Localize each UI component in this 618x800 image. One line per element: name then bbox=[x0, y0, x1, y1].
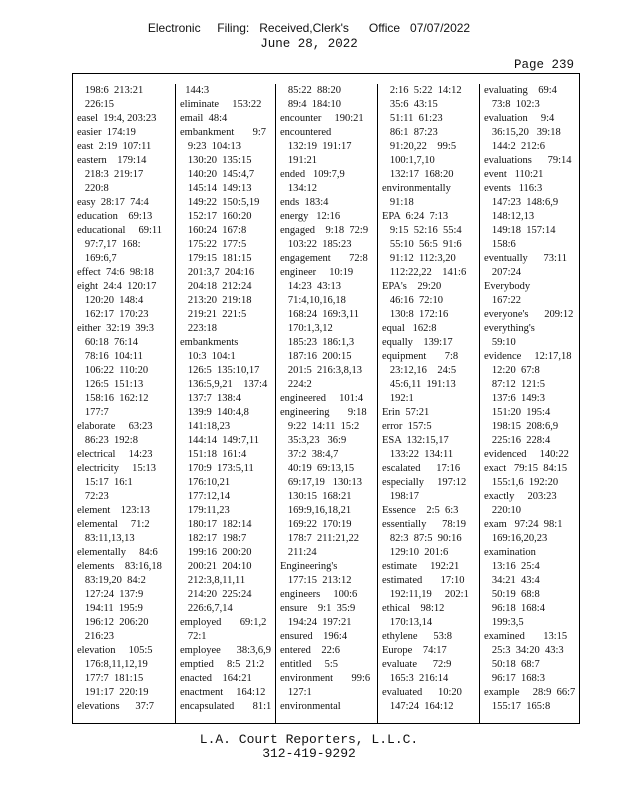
index-entry: 192:11,19 202:1 bbox=[382, 589, 469, 600]
index-entry: 97:7,17 168: bbox=[77, 239, 141, 250]
index-entry: 129:10 201:6 bbox=[382, 547, 449, 558]
index-entry: 132:19 191:17 bbox=[280, 141, 352, 152]
index-entry: 106:22 110:20 bbox=[77, 365, 149, 376]
index-entry: 199:3,5 bbox=[484, 617, 524, 628]
index-entry: 69:17,19 130:13 bbox=[280, 477, 362, 488]
index-entry: 126:5 135:10,17 bbox=[180, 365, 260, 376]
index-entry: environmental bbox=[280, 701, 341, 712]
index-entry: 177:7 181:15 bbox=[77, 673, 144, 684]
reporter-name: L.A. Court Reporters, L.L.C. bbox=[199, 732, 419, 747]
index-entry: 170:9 173:5,11 bbox=[180, 463, 254, 474]
index-entry: 25:3 34:20 43:3 bbox=[484, 645, 564, 656]
index-entry: 147:23 148:6,9 bbox=[484, 197, 559, 208]
index-entry: 149:22 150:5,19 bbox=[180, 197, 260, 208]
index-entry: 226:15 bbox=[77, 99, 115, 110]
index-entry: evaluation 9:4 bbox=[484, 113, 555, 124]
index-column-1 bbox=[73, 84, 175, 723]
index-entry: 214:20 225:24 bbox=[180, 589, 252, 600]
index-entry: 72:23 bbox=[77, 491, 109, 502]
index-entry: element 123:13 bbox=[77, 505, 150, 516]
index-entry: enacted 164:21 bbox=[180, 673, 252, 684]
index-entry: everyone's 209:12 bbox=[484, 309, 574, 320]
index-entry: 9:23 104:13 bbox=[180, 141, 241, 152]
index-entry: 155:17 165:8 bbox=[484, 701, 551, 712]
index-entry: engineering 9:18 bbox=[280, 407, 367, 418]
index-entry: either 32:19 39:3 bbox=[77, 323, 154, 334]
index-entry: 72:1 bbox=[180, 631, 207, 642]
index-entry: elementally 84:6 bbox=[77, 547, 158, 558]
index-entry: encounter 190:21 bbox=[280, 113, 364, 124]
index-entry: 40:19 69:13,15 bbox=[280, 463, 355, 474]
index-entry: 145:14 149:13 bbox=[180, 183, 252, 194]
index-entry: ensured 196:4 bbox=[280, 631, 348, 642]
index-entry: 169:16,20,23 bbox=[484, 533, 548, 544]
index-entry: 224:2 bbox=[280, 379, 312, 390]
index-entry: 176:8,11,12,19 bbox=[77, 659, 148, 670]
index-entry: 100:1,7,10 bbox=[382, 155, 435, 166]
index-entry: embankments bbox=[180, 337, 239, 348]
index-entry: electricity 15:13 bbox=[77, 463, 157, 474]
index-entry: engineer 10:19 bbox=[280, 267, 354, 278]
index-entry: 177:15 213:12 bbox=[280, 575, 352, 586]
index-entry: 220:8 bbox=[77, 183, 109, 194]
index-entry: 36:15,20 39:18 bbox=[484, 127, 561, 138]
index-entry: 175:22 177:5 bbox=[180, 239, 247, 250]
index-entry: 120:20 148:4 bbox=[77, 295, 144, 306]
index-entry: 182:17 198:7 bbox=[180, 533, 247, 544]
index-entry: enactment 164:12 bbox=[180, 687, 266, 698]
index-entry: equally 139:17 bbox=[382, 337, 453, 348]
index-entry: 176:10,21 bbox=[180, 477, 231, 488]
index-entry: 50:18 68:7 bbox=[484, 659, 540, 670]
index-entry: 211:24 bbox=[280, 547, 317, 558]
index-entry: eliminate 153:22 bbox=[180, 99, 262, 110]
reporter-phone: 312-419-9292 bbox=[262, 746, 356, 761]
index-entry: 198:6 213:21 bbox=[77, 85, 144, 96]
index-entry: 180:17 182:14 bbox=[180, 519, 252, 530]
index-column-3 bbox=[275, 84, 377, 723]
index-entry: 177:12,14 bbox=[180, 491, 231, 502]
index-entry: 226:6,7,14 bbox=[180, 603, 233, 614]
index-entry: environment 99:6 bbox=[280, 673, 371, 684]
index-entry: engaged 9:18 72:9 bbox=[280, 225, 369, 236]
index-entry: 177:7 bbox=[77, 407, 109, 418]
index-entry: 151:20 195:4 bbox=[484, 407, 551, 418]
index-entry: equal 162:8 bbox=[382, 323, 437, 334]
index-entry: 127:24 137:9 bbox=[77, 589, 144, 600]
index-entry: 96:17 168:3 bbox=[484, 673, 545, 684]
index-entry: entered 22:6 bbox=[280, 645, 341, 656]
index-entry: eastern 179:14 bbox=[77, 155, 147, 166]
index-entry: 155:1,6 192:20 bbox=[484, 477, 559, 488]
index-entry: 196:12 206:20 bbox=[77, 617, 149, 628]
index-entry: 12:20 67:8 bbox=[484, 365, 540, 376]
index-entry: 83:19,20 84:2 bbox=[77, 575, 146, 586]
index-entry: ensure 9:1 35:9 bbox=[280, 603, 356, 614]
index-entry: ethylene 53:8 bbox=[382, 631, 452, 642]
index-entry: 144:2 212:6 bbox=[484, 141, 545, 152]
index-entry: 192:1 bbox=[382, 393, 414, 404]
index-entry: 130:20 135:15 bbox=[180, 155, 252, 166]
index-entry: 130:15 168:21 bbox=[280, 491, 352, 502]
index-entry: 9:22 14:11 15:2 bbox=[280, 421, 360, 432]
index-entry: eventually 73:11 bbox=[484, 253, 568, 264]
index-entry: escalated 17:16 bbox=[382, 463, 461, 474]
index-entry: 165:3 216:14 bbox=[382, 673, 449, 684]
index-entry: 133:22 134:11 bbox=[382, 449, 454, 460]
index-entry: 201:5 216:3,8,13 bbox=[280, 365, 362, 376]
index-entry: 219:21 221:5 bbox=[180, 309, 247, 320]
word-index-table bbox=[72, 73, 580, 724]
index-entry: 168:24 169:3,11 bbox=[280, 309, 359, 320]
index-entry: elemental 71:2 bbox=[77, 519, 150, 530]
index-entry: 140:20 145:4,7 bbox=[180, 169, 255, 180]
index-entry: 83:11,13,13 bbox=[77, 533, 135, 544]
index-entry: engineers 100:6 bbox=[280, 589, 358, 600]
index-entry: 55:10 56:5 91:6 bbox=[382, 239, 462, 250]
index-entry: 169:6,7 bbox=[77, 253, 117, 264]
index-entry: emptied 8:5 21:2 bbox=[180, 659, 265, 670]
index-entry: engagement 72:8 bbox=[280, 253, 368, 264]
index-entry: 169:22 170:19 bbox=[280, 519, 352, 530]
index-entry: electrical 14:23 bbox=[77, 449, 153, 460]
index-entry: Erin 57:21 bbox=[382, 407, 430, 418]
index-entry: 144:3 bbox=[180, 85, 210, 96]
index-entry: 112:22,22 141:6 bbox=[382, 267, 467, 278]
index-entry: 223:18 bbox=[180, 323, 218, 334]
index-entry: 15:17 16:1 bbox=[77, 477, 133, 488]
index-entry: evaluating 69:4 bbox=[484, 85, 557, 96]
index-entry: Everybody bbox=[484, 281, 531, 292]
index-entry: 127:1 bbox=[280, 687, 312, 698]
index-entry: 212:3,8,11,11 bbox=[180, 575, 246, 586]
index-entry: easier 174:19 bbox=[77, 127, 136, 138]
index-entry: EPA 6:24 7:13 bbox=[382, 211, 449, 222]
index-entry: 170:1,3,12 bbox=[280, 323, 333, 334]
index-entry: 73:8 102:3 bbox=[484, 99, 540, 110]
index-entry: ESA 132:15,17 bbox=[382, 435, 449, 446]
index-column-4 bbox=[377, 84, 479, 723]
index-entry: 149:18 157:14 bbox=[484, 225, 556, 236]
index-entry: 198:15 208:6,9 bbox=[484, 421, 559, 432]
index-entry: 132:17 168:20 bbox=[382, 169, 454, 180]
index-entry: 91:20,22 99:5 bbox=[382, 141, 457, 152]
index-entry: 225:16 228:4 bbox=[484, 435, 551, 446]
index-entry: example 28:9 66:7 bbox=[484, 687, 576, 698]
index-entry: 87:12 121:5 bbox=[484, 379, 545, 390]
index-entry: educational 69:11 bbox=[77, 225, 163, 236]
index-entry: elevations 37:7 bbox=[77, 701, 154, 712]
index-entry: 91:18 bbox=[382, 197, 414, 208]
index-entry: 207:24 bbox=[484, 267, 522, 278]
index-entry: embankment 9:7 bbox=[180, 127, 267, 138]
index-entry: everything's bbox=[484, 323, 535, 334]
index-entry: effect 74:6 98:18 bbox=[77, 267, 154, 278]
index-entry: estimated 17:10 bbox=[382, 575, 465, 586]
index-entry: Engineering's bbox=[280, 561, 338, 572]
index-entry: 13:16 25:4 bbox=[484, 561, 540, 572]
index-entry: 191:21 bbox=[280, 155, 318, 166]
index-entry: examined 13:15 bbox=[484, 631, 568, 642]
index-entry: 78:16 104:11 bbox=[77, 351, 143, 362]
index-entry: eight 24:4 120:17 bbox=[77, 281, 157, 292]
index-entry: energy 12:16 bbox=[280, 211, 341, 222]
index-entry: estimate 192:21 bbox=[382, 561, 460, 572]
index-entry: 130:8 172:16 bbox=[382, 309, 449, 320]
index-entry: easy 28:17 74:4 bbox=[77, 197, 149, 208]
index-entry: ended 109:7,9 bbox=[280, 169, 345, 180]
index-entry: evidence 12:17,18 bbox=[484, 351, 572, 362]
index-entry: 35:3,23 36:9 bbox=[280, 435, 347, 446]
index-entry: 91:12 112:3,20 bbox=[382, 253, 456, 264]
index-entry: east 2:19 107:11 bbox=[77, 141, 152, 152]
index-entry: exactly 203:23 bbox=[484, 491, 557, 502]
index-entry: 86:23 192:8 bbox=[77, 435, 138, 446]
index-entry: evidenced 140:22 bbox=[484, 449, 569, 460]
index-entry: 160:24 167:8 bbox=[180, 225, 247, 236]
index-entry: 204:18 212:24 bbox=[180, 281, 252, 292]
index-entry: events 116:3 bbox=[484, 183, 543, 194]
index-entry: engineered 101:4 bbox=[280, 393, 364, 404]
index-entry: EPA's 29:20 bbox=[382, 281, 442, 292]
index-entry: 85:22 88:20 bbox=[280, 85, 341, 96]
index-entry: 137:7 138:4 bbox=[180, 393, 241, 404]
index-entry: error 157:5 bbox=[382, 421, 432, 432]
index-entry: 199:16 200:20 bbox=[180, 547, 252, 558]
index-entry: 198:17 bbox=[382, 491, 420, 502]
index-entry: 126:5 151:13 bbox=[77, 379, 144, 390]
index-entry: environmentally bbox=[382, 183, 451, 194]
index-entry: ends 183:4 bbox=[280, 197, 329, 208]
index-entry: examination bbox=[484, 547, 536, 558]
index-entry: 14:23 43:13 bbox=[280, 281, 341, 292]
index-entry: Europe 74:17 bbox=[382, 645, 447, 656]
index-entry: 45:6,11 191:13 bbox=[382, 379, 456, 390]
index-entry: 170:13,14 bbox=[382, 617, 433, 628]
filing-stamp: Electronic Filing: Received,Clerk's Office 07/07/2022 bbox=[147, 21, 471, 35]
index-entry: 152:17 160:20 bbox=[180, 211, 252, 222]
index-entry: employee 38:3,6,9 bbox=[180, 645, 271, 656]
index-entry: 59:10 bbox=[484, 337, 516, 348]
index-entry: exam 97:24 98:1 bbox=[484, 519, 563, 530]
index-entry: 194:11 195:9 bbox=[77, 603, 143, 614]
index-entry: 46:16 72:10 bbox=[382, 295, 443, 306]
index-column-2 bbox=[175, 84, 275, 723]
index-entry: 141:18,23 bbox=[180, 421, 231, 432]
index-entry: 213:20 219:18 bbox=[180, 295, 252, 306]
index-entry: 194:24 197:21 bbox=[280, 617, 352, 628]
index-entry: 50:19 68:8 bbox=[484, 589, 540, 600]
index-entry: encapsulated 81:1 bbox=[180, 701, 272, 712]
index-entry: elements 83:16,18 bbox=[77, 561, 162, 572]
index-entry: 34:21 43:4 bbox=[484, 575, 540, 586]
index-entry: 134:12 bbox=[280, 183, 318, 194]
index-entry: 37:2 38:4,7 bbox=[280, 449, 339, 460]
index-entry: 158:16 162:12 bbox=[77, 393, 149, 404]
index-entry: ethical 98:12 bbox=[382, 603, 445, 614]
index-entry: 162:17 170:23 bbox=[77, 309, 149, 320]
index-entry: 169:9,16,18,21 bbox=[280, 505, 352, 516]
index-entry: email 48:4 bbox=[180, 113, 228, 124]
index-entry: 139:9 140:4,8 bbox=[180, 407, 249, 418]
index-entry: easel 19:4, 203:23 bbox=[77, 113, 157, 124]
index-entry: 60:18 76:14 bbox=[77, 337, 138, 348]
index-entry: 220:10 bbox=[484, 505, 522, 516]
index-entry: equipment 7:8 bbox=[382, 351, 459, 362]
index-entry: 2:16 5:22 14:12 bbox=[382, 85, 462, 96]
page-number: Page 239 bbox=[513, 58, 574, 72]
index-entry: 51:11 61:23 bbox=[382, 113, 443, 124]
index-entry: 96:18 168:4 bbox=[484, 603, 545, 614]
index-entry: elaborate 63:23 bbox=[77, 421, 153, 432]
index-entry: 185:23 186:1,3 bbox=[280, 337, 355, 348]
index-entry: 201:3,7 204:16 bbox=[180, 267, 255, 278]
index-entry: 167:22 bbox=[484, 295, 522, 306]
index-entry: 137:6 149:3 bbox=[484, 393, 545, 404]
index-entry: 144:14 149:7,11 bbox=[180, 435, 259, 446]
index-entry: 218:3 219:17 bbox=[77, 169, 144, 180]
index-entry: 191:17 220:19 bbox=[77, 687, 149, 698]
index-entry: 147:24 164:12 bbox=[382, 701, 454, 712]
index-entry: evaluations 79:14 bbox=[484, 155, 572, 166]
index-entry: entitled 5:5 bbox=[280, 659, 339, 670]
index-entry: 71:4,10,16,18 bbox=[280, 295, 346, 306]
index-entry: 89:4 184:10 bbox=[280, 99, 341, 110]
index-entry: elevation 105:5 bbox=[77, 645, 153, 656]
index-entry: 158:6 bbox=[484, 239, 516, 250]
index-entry: 179:15 181:15 bbox=[180, 253, 252, 264]
index-entry: 136:5,9,21 137:4 bbox=[180, 379, 268, 390]
index-entry: 148:12,13 bbox=[484, 211, 535, 222]
index-entry: 35:6 43:15 bbox=[382, 99, 438, 110]
index-column-5 bbox=[479, 84, 581, 723]
index-entry: 23:12,16 24:5 bbox=[382, 365, 457, 376]
index-entry: 10:3 104:1 bbox=[180, 351, 236, 362]
index-entry: essentially 78:19 bbox=[382, 519, 466, 530]
index-entry: 103:22 185:23 bbox=[280, 239, 352, 250]
index-entry: education 69:13 bbox=[77, 211, 153, 222]
index-entry: employed 69:1,2 bbox=[180, 617, 267, 628]
index-entry: 187:16 200:15 bbox=[280, 351, 352, 362]
index-entry: 9:15 52:16 55:4 bbox=[382, 225, 462, 236]
index-entry: 200:21 204:10 bbox=[180, 561, 252, 572]
index-entry: 151:18 161:4 bbox=[180, 449, 247, 460]
index-entry: 216:23 bbox=[77, 631, 115, 642]
index-entry: evaluate 72:9 bbox=[382, 659, 452, 670]
hearing-date: June 28, 2022 bbox=[260, 37, 358, 51]
index-entry: 179:11,23 bbox=[180, 505, 230, 516]
index-entry: Essence 2:5 6:3 bbox=[382, 505, 459, 516]
index-entry: encountered bbox=[280, 127, 332, 138]
index-entry: event 110:21 bbox=[484, 169, 544, 180]
index-entry: 178:7 211:21,22 bbox=[280, 533, 359, 544]
index-entry: evaluated 10:20 bbox=[382, 687, 462, 698]
index-entry: 82:3 87:5 90:16 bbox=[382, 533, 462, 544]
index-entry: 86:1 87:23 bbox=[382, 127, 438, 138]
index-entry: exact 79:15 84:15 bbox=[484, 463, 568, 474]
index-entry: especially 197:12 bbox=[382, 477, 467, 488]
